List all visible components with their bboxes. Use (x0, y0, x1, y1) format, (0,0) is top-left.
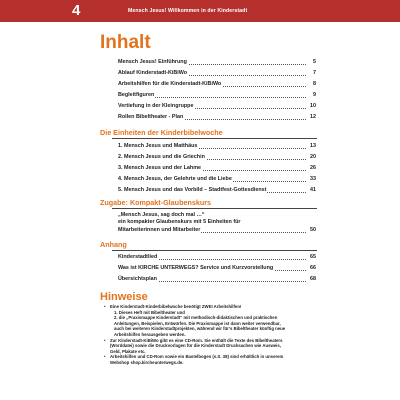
note-line: Arbeitshilfen und CD-Rom sowie ein Bastelbogen (s.S. 38) sind erhältlich in unserem (110, 354, 284, 360)
toc-entry[interactable] (118, 69, 316, 78)
toc-entry-page: 8 (307, 80, 316, 89)
note-subline: Arbeitshilfen herausgeben werden. (114, 331, 186, 337)
toc-entry-page: 12 (307, 113, 316, 122)
note-subline: auch bei weiteren Kinderstadtprojekten, während wir für’s Bibeltheater künftig neue (114, 326, 286, 332)
toc-entry-label: 3. Mensch Jesus und der Lahme (118, 165, 201, 171)
note-subline: 2. die „Praxismappe Kinderstadt“ mit methodisch-didaktischen und praktischen (114, 315, 278, 321)
section-rule (112, 250, 317, 251)
note-line: (Worddatei) sowie die Druckvorlagen für die Kinderstadt Drucksachen wie Ausweis, (110, 343, 281, 349)
toc-entry[interactable] (118, 226, 316, 235)
toc-entry-label: Übersichtsplan (118, 276, 157, 282)
toc-entry-page: 33 (307, 175, 316, 184)
note-item (104, 338, 314, 355)
toc-entry[interactable] (118, 186, 316, 195)
toc-entry-extra[interactable] (118, 212, 316, 226)
toc-entry[interactable] (118, 164, 316, 173)
toc-entry[interactable] (118, 102, 316, 111)
running-title: Mensch Jesus! Willkommen in der Kinderstadt (128, 8, 248, 14)
toc-entry-label: Rollen Bibeltheater - Plan (118, 114, 184, 120)
toc-entry-label: Was ist KIRCHE UNTERWEGS? Service und Kurzvorstellung (118, 265, 274, 271)
toc-entry-page: 20 (307, 153, 316, 162)
note-item (104, 354, 314, 365)
toc-entry[interactable] (118, 80, 316, 89)
section-rule (112, 138, 317, 139)
note-item (104, 304, 314, 338)
toc-entry-page: 26 (307, 164, 316, 173)
toc-entry-label: 4. Mensch Jesus, der Gelehrte und die Liebe (118, 176, 232, 182)
toc-entry[interactable] (118, 113, 316, 122)
toc-entry-label: 2. Mensch Jesus und die Griechin (118, 154, 205, 160)
note-line: Eine Kinderstadt-Kinderbibelwoche benötigt ZWEI Arbeitshilfen! (110, 304, 242, 309)
note-line: Zur Kinderstadt-KiBiWo gibt es eine CD-Rom. Sie enthält die Texte des Bibeltheaters (110, 337, 283, 343)
bullet: • (104, 304, 106, 309)
page-title: Inhalt (100, 32, 151, 53)
toc-entry-label: Mitarbeiterinnen und Mitarbeiter (118, 227, 201, 233)
toc-entry-line: ein kompakter Glaubenskurs mit 5 Einheiten für (118, 219, 241, 225)
toc-entry-page: 66 (307, 264, 316, 273)
hinweise-notes (104, 304, 314, 366)
toc-entry[interactable] (118, 175, 316, 184)
section-heading-units: Die Einheiten der Kinderbibelwoche (100, 128, 223, 137)
bullet: • (104, 354, 106, 360)
toc-entry-label: Begleitfiguren (118, 92, 155, 98)
section-heading-extra: Zugabe: Kompakt-Glaubenskurs (100, 198, 212, 207)
toc-entry-label: 5. Mensch Jesus und das Vorbild – Stadtfest-Gottesdienst (118, 187, 267, 193)
toc-entry[interactable] (118, 142, 316, 151)
toc-entry-page: 7 (307, 69, 316, 78)
toc-entry-label: Arbeitshilfen für die Kinderstadt-KiBiWo (118, 81, 222, 87)
toc-entry-label: Kinderstadtlied (118, 254, 158, 260)
page-header-bar (0, 0, 400, 22)
page-number: 4 (72, 2, 81, 19)
toc-entry-page: 41 (307, 186, 316, 195)
toc-entry-page: 50 (307, 226, 316, 235)
toc-entry[interactable] (118, 264, 316, 273)
bullet: • (104, 337, 106, 343)
toc-entry-line: „Mensch Jesus, sag doch mal …“ (118, 212, 205, 218)
toc-entry-label: Mensch Jesus! Einführung (118, 59, 187, 65)
toc-entry[interactable] (118, 58, 316, 67)
toc-entry[interactable] (118, 91, 316, 100)
section-rule (112, 208, 317, 209)
toc-entry-page: 65 (307, 253, 316, 262)
toc-entry-page: 10 (307, 102, 316, 111)
toc-entry[interactable] (118, 253, 316, 262)
toc-entry-page: 68 (307, 275, 316, 284)
toc-entry-label: Ablauf Kinderstadt-KiBiWo (118, 70, 188, 76)
toc-entry-label: Vertiefung in der Kleingruppe (118, 103, 194, 109)
hinweise-title: Hinweise (100, 291, 148, 303)
toc-entry[interactable] (118, 275, 316, 284)
toc-entry-page: 9 (307, 91, 316, 100)
note-line: Geld, Plakate etc. (110, 348, 146, 354)
toc-entry-label: 1. Mensch Jesus und Matthäus (118, 143, 198, 149)
note-line: Webshop shop.kircheunterwegs.de. (110, 359, 184, 365)
toc-entry[interactable] (118, 153, 316, 162)
toc-entry-page: 13 (307, 142, 316, 151)
section-heading-appendix: Anhang (100, 240, 127, 249)
note-subline: 1. Dieses Heft mit Bibeltheater und (114, 309, 185, 315)
toc-entry-page: 5 (307, 58, 316, 67)
note-subline: Anleitungen, Beispielen, Entwürfen. Die Praxismappe ist dann weiter verwendbar, (114, 320, 281, 326)
